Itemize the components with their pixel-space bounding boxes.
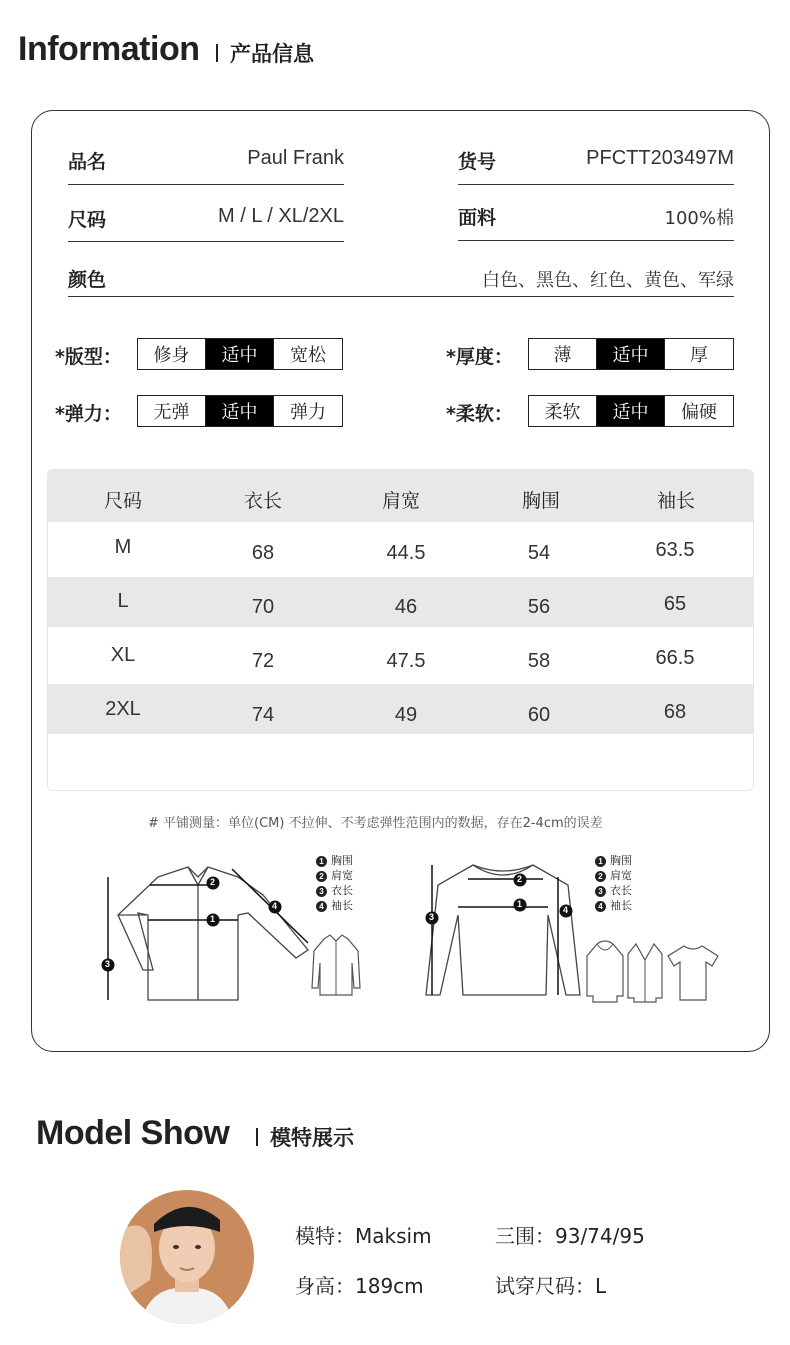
jacket-icon [310, 933, 362, 999]
table-cell-shoulder: 49 [394, 704, 418, 726]
marker-2-label: 2 [210, 877, 216, 887]
elasticity-option-stretch: 弹力 [290, 402, 326, 423]
table-cell-chest: 58 [527, 650, 551, 672]
product-name-row [68, 147, 344, 185]
marker-4-label: 4 [563, 905, 569, 915]
table-cell-size: XL [110, 644, 136, 666]
marker-3-label: 3 [105, 959, 111, 969]
softness-option-soft: 柔软 [529, 396, 597, 426]
table-cell-chest: 56 [527, 596, 551, 618]
model-trial-size: 试穿尺码：L [495, 1274, 607, 1298]
table-row [48, 627, 753, 684]
legend-num: 2 [595, 871, 606, 882]
legend-num: 4 [316, 901, 327, 912]
model-measurements: 三围：93/74/95 [495, 1224, 645, 1248]
table-cell-sleeve: 68 [663, 701, 687, 723]
header-chest: 胸围 [521, 490, 560, 512]
model-section-subtitle: 模特展示 [270, 1126, 354, 1150]
table-cell-length: 72 [251, 650, 275, 672]
elasticity-label: *弹力： [55, 403, 122, 425]
table-cell-sleeve: 63.5 [655, 539, 695, 561]
legend-label: 衣长 [610, 884, 632, 897]
hoodie-icon [585, 940, 625, 1004]
table-cell-shoulder: 44.5 [386, 542, 426, 564]
table-row [48, 684, 753, 734]
size-table-header [48, 470, 753, 522]
table-cell-shoulder: 46 [394, 596, 418, 618]
table-cell-shoulder: 47.5 [386, 650, 426, 672]
product-color-label: 颜色 [68, 269, 107, 291]
legend-label: 胸围 [610, 854, 632, 867]
legend-left [316, 853, 353, 913]
table-cell-length: 74 [251, 704, 275, 726]
product-fabric-value: 100%棉 [664, 208, 734, 229]
thickness-option-thick: 厚 [690, 345, 708, 366]
table-cell-size: L [117, 590, 129, 612]
model-avatar [120, 1190, 254, 1324]
product-color-row [68, 265, 734, 297]
table-row [48, 522, 753, 577]
thickness-option-medium: 适中 [597, 339, 665, 369]
legend-label: 袖长 [331, 899, 353, 912]
fit-label: *版型： [55, 346, 122, 368]
product-fabric-label: 面料 [458, 207, 497, 229]
table-row [48, 577, 753, 627]
product-size-value: M / L / XL/2XL [218, 205, 344, 227]
model-section-title: Model Show [36, 1114, 230, 1152]
product-sku-row [458, 147, 734, 185]
product-sku-value: PFCTT203497M [586, 147, 734, 169]
table-cell-sleeve: 66.5 [655, 647, 695, 669]
fit-option-slim: 修身 [138, 339, 206, 369]
softness-option-medium: 适中 [597, 396, 665, 426]
product-name-value: Paul Frank [247, 147, 344, 169]
legend-label: 胸围 [331, 854, 353, 867]
product-fabric-row [458, 203, 734, 241]
legend-num: 3 [316, 886, 327, 897]
fit-option-loose: 宽松 [290, 345, 326, 366]
tshirt-icon [666, 944, 720, 1002]
legend-label: 袖长 [610, 899, 632, 912]
model-section-divider [256, 1128, 258, 1146]
fit-option-regular: 适中 [206, 339, 274, 369]
softness-option-stiff: 偏硬 [681, 402, 717, 423]
model-name: 模特：Maksim [295, 1224, 432, 1248]
elasticity-option-medium: 适中 [206, 396, 274, 426]
marker-1-label: 1 [517, 899, 523, 909]
product-sku-label: 货号 [458, 151, 497, 173]
elasticity-option-none: 无弹 [138, 396, 206, 426]
fit-options [137, 338, 343, 370]
legend-num: 3 [595, 886, 606, 897]
legend-num: 4 [595, 901, 606, 912]
softness-label: *柔软： [446, 403, 513, 425]
sweater-measure-diagram [418, 855, 588, 1010]
thickness-options [528, 338, 734, 370]
header-size: 尺码 [103, 490, 142, 512]
header-sleeve: 袖长 [656, 490, 695, 512]
marker-3-label: 3 [429, 912, 435, 922]
legend-right [595, 853, 632, 913]
table-cell-length: 70 [251, 596, 275, 618]
product-name-label: 品名 [68, 151, 107, 173]
thickness-label: *厚度： [446, 346, 513, 368]
measurement-note: # 平铺测量：单位(CM) 不拉伸、不考虑弹性范围内的数据，存在2-4cm的误差 [148, 816, 603, 831]
thickness-option-thin: 薄 [529, 339, 597, 369]
table-cell-chest: 60 [527, 704, 551, 726]
legend-label: 衣长 [331, 884, 353, 897]
info-section-divider [216, 44, 218, 62]
legend-label: 肩宽 [331, 869, 353, 882]
legend-num: 1 [595, 856, 606, 867]
info-section-title: Information [18, 30, 200, 68]
model-height: 身高：189cm [295, 1274, 424, 1298]
marker-2-label: 2 [517, 874, 523, 884]
softness-options [528, 395, 734, 427]
product-color-value: 白色、黑色、红色、黄色、军绿 [482, 270, 734, 291]
legend-num: 1 [316, 856, 327, 867]
legend-num: 2 [316, 871, 327, 882]
product-size-row [68, 205, 344, 242]
size-table [47, 469, 754, 791]
cardigan-icon [626, 940, 664, 1004]
legend-label: 肩宽 [610, 869, 632, 882]
product-size-label: 尺码 [68, 209, 107, 231]
info-section-subtitle: 产品信息 [230, 42, 314, 66]
marker-1-label: 1 [210, 914, 216, 924]
table-cell-sleeve: 65 [663, 593, 687, 615]
table-cell-size: 2XL [105, 698, 141, 720]
header-length: 衣长 [243, 490, 282, 512]
elasticity-options [137, 395, 343, 427]
header-shoulder: 肩宽 [381, 490, 420, 512]
table-cell-chest: 54 [527, 542, 551, 564]
table-cell-length: 68 [251, 542, 275, 564]
marker-4-label: 4 [272, 901, 278, 911]
table-cell-size: M [114, 536, 132, 558]
